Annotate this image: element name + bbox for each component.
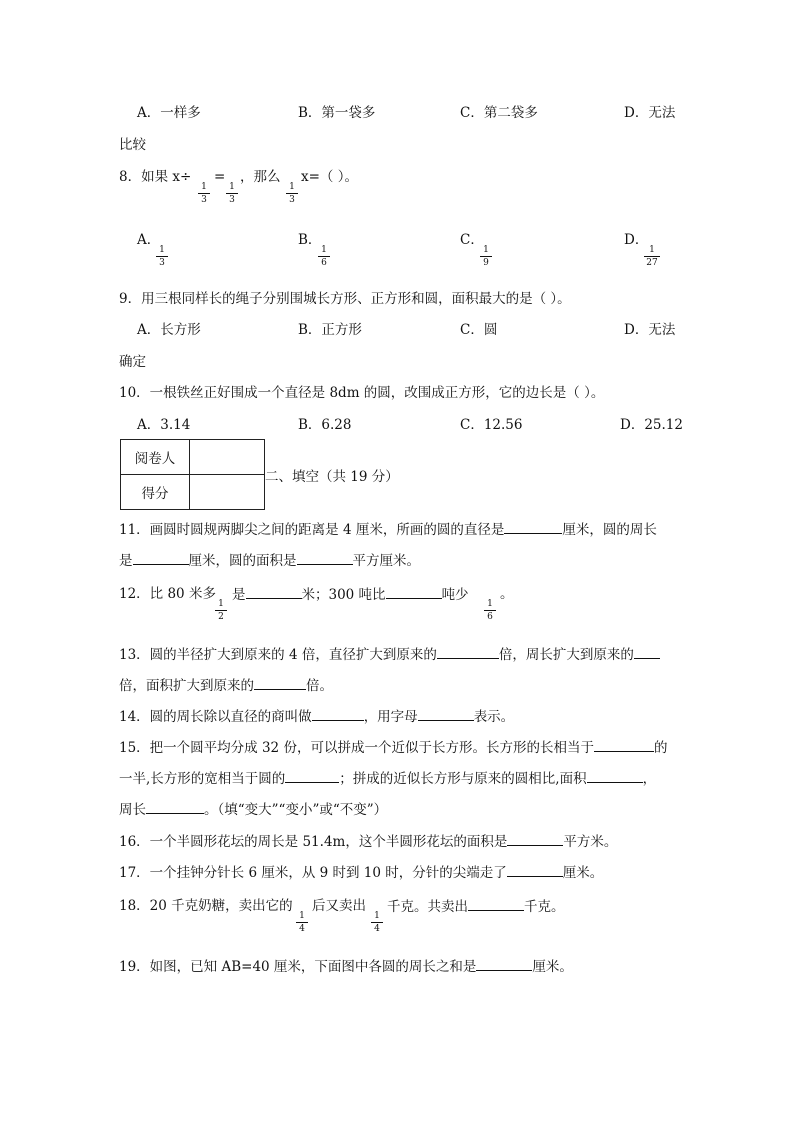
- q18-part-1: 18．20 千克奶糖，卖出它的: [119, 898, 293, 914]
- q8-suffix: x=（ ）。: [301, 169, 358, 185]
- q12-part-2: 是 米；300 吨比 吨少: [232, 587, 469, 603]
- q8-prefix: 8．如果 x÷: [119, 169, 192, 185]
- q7-option-a: A．一样多: [137, 105, 201, 121]
- q15-blank-4: [146, 801, 204, 814]
- q8-middle: ，那么: [240, 169, 281, 185]
- q18-blank: [468, 898, 524, 911]
- q19-line: 19．如图，已知 AB=40 厘米，下面图中各圆的周长之和是 厘米。: [119, 959, 573, 975]
- q13-blank-1: [437, 646, 499, 659]
- q18-part-3: 千克。共卖出 千克。: [387, 899, 565, 915]
- q7-option-b: B．第一袋多: [298, 105, 376, 121]
- q18-fraction-1: $\frac{1}{4}$: [296, 911, 308, 934]
- q16-blank: [507, 833, 563, 846]
- q7-option-d: D．无法: [624, 105, 676, 121]
- q16-line: 16．一个半圆形花坛的周长是 51.4m，这个半圆形花坛的面积是 平方米。: [119, 834, 618, 850]
- q9-option-d: D．无法: [624, 322, 676, 338]
- q8-option-a-label: A．: [137, 232, 161, 248]
- q11-line-2: 是 厘米，圆的面积是 平方厘米。: [119, 553, 420, 569]
- q9-option-a: A．长方形: [137, 322, 201, 338]
- q11-blank-1: [504, 521, 562, 534]
- q11-blank-2: [133, 552, 189, 565]
- reviewer-cell: [190, 440, 265, 475]
- q8-option-b-fraction: $\frac{1}{6}$: [318, 245, 330, 268]
- q11-blank-3: [297, 552, 353, 565]
- q15-line-3: 周长 。（填“变大”“变小”或“不变”）: [119, 802, 388, 818]
- q8-equals: =: [214, 169, 226, 185]
- q8-fraction-1: $\frac{1}{3}$: [198, 182, 210, 205]
- q8-fraction-3: $\frac{1}{3}$: [286, 182, 298, 205]
- q13-line-2: 倍，面积扩大到原来的 倍。: [119, 678, 333, 694]
- grade-table: [120, 439, 265, 510]
- q18-fraction-2: $\frac{1}{4}$: [371, 911, 383, 934]
- q7-option-c: C．第二袋多: [460, 105, 538, 121]
- q9-option-c: C．圆: [460, 322, 498, 338]
- q17-line: 17．一个挂钟分针长 6 厘米，从 9 时到 10 时，分针的尖端走了 厘米。: [119, 865, 604, 881]
- q15-line-1: 15．把一个圆平均分成 32 份，可以拼成一个近似于长方形。长方形的长相当于 的: [119, 740, 668, 756]
- q13-line-1: 13．圆的半径扩大到原来的 4 倍，直径扩大到原来的 倍，周长扩大到原来的: [119, 646, 660, 663]
- q19-blank: [476, 958, 532, 971]
- q12-fraction-1: $\frac{1}{2}$: [215, 599, 227, 622]
- q14-line: 14．圆的周长除以直径的商叫做 ，用字母 表示。: [119, 709, 515, 725]
- q8-option-b-label: B．: [298, 232, 322, 248]
- score-label: 得分: [121, 475, 190, 510]
- q10-option-b: B．6.28: [298, 417, 352, 433]
- q8-option-c-fraction: $\frac{1}{9}$: [480, 245, 492, 268]
- q9-option-d-wrap: 确定: [119, 354, 146, 370]
- q8-option-d-fraction: $\frac{1}{27}$: [644, 245, 660, 268]
- q12-part-5: 。: [500, 586, 514, 602]
- q15-line-2: 一半,长方形的宽相当于圆的 ；拼成的近似长方形与原来的圆相比,面积 ，: [119, 771, 657, 787]
- q12-part-1: 12．比 80 米多: [119, 586, 216, 602]
- q12-blank-1: [246, 586, 302, 599]
- score-cell: [190, 475, 265, 510]
- q8-fraction-2: $\frac{1}{3}$: [226, 182, 238, 205]
- q14-blank-1: [312, 708, 364, 721]
- q9-stem: 9．用三根同样长的绳子分别围城长方形、正方形和圆，面积最大的是（ ）。: [119, 291, 571, 307]
- q15-blank-2: [285, 770, 339, 783]
- q18-part-2: 后又卖出: [312, 898, 366, 914]
- q8-option-d-label: D．: [624, 232, 649, 248]
- q15-blank-1: [594, 739, 654, 752]
- q13-blank-3: [254, 677, 306, 690]
- q7-option-d-wrap: 比较: [119, 137, 146, 153]
- q9-option-b: B．正方形: [298, 322, 362, 338]
- q15-blank-3: [587, 770, 643, 783]
- q12-blank-2: [386, 586, 442, 599]
- q8-option-a-fraction: $\frac{1}{3}$: [156, 245, 168, 268]
- q12-fraction-2: $\frac{1}{6}$: [484, 599, 496, 622]
- q10-option-d: D．25.12: [620, 417, 683, 433]
- q11-line-1: 11．画圆时圆规两脚尖之间的距离是 4 厘米，所画的圆的直径是 厘米，圆的周长: [119, 522, 657, 538]
- q10-option-a: A．3.14: [137, 417, 191, 433]
- section-title: 二、填空（共 19 分）: [265, 469, 399, 485]
- q10-stem: 10．一根铁丝正好围成一个直径是 8dm 的圆，改围成正方形，它的边长是（ ）。: [119, 385, 605, 401]
- reviewer-label: 阅卷人: [121, 440, 190, 475]
- q13-blank-2: [634, 646, 660, 659]
- q10-option-c: C．12.56: [460, 417, 523, 433]
- q17-blank: [507, 864, 563, 877]
- q8-option-c-label: C．: [460, 232, 484, 248]
- q14-blank-2: [418, 708, 474, 721]
